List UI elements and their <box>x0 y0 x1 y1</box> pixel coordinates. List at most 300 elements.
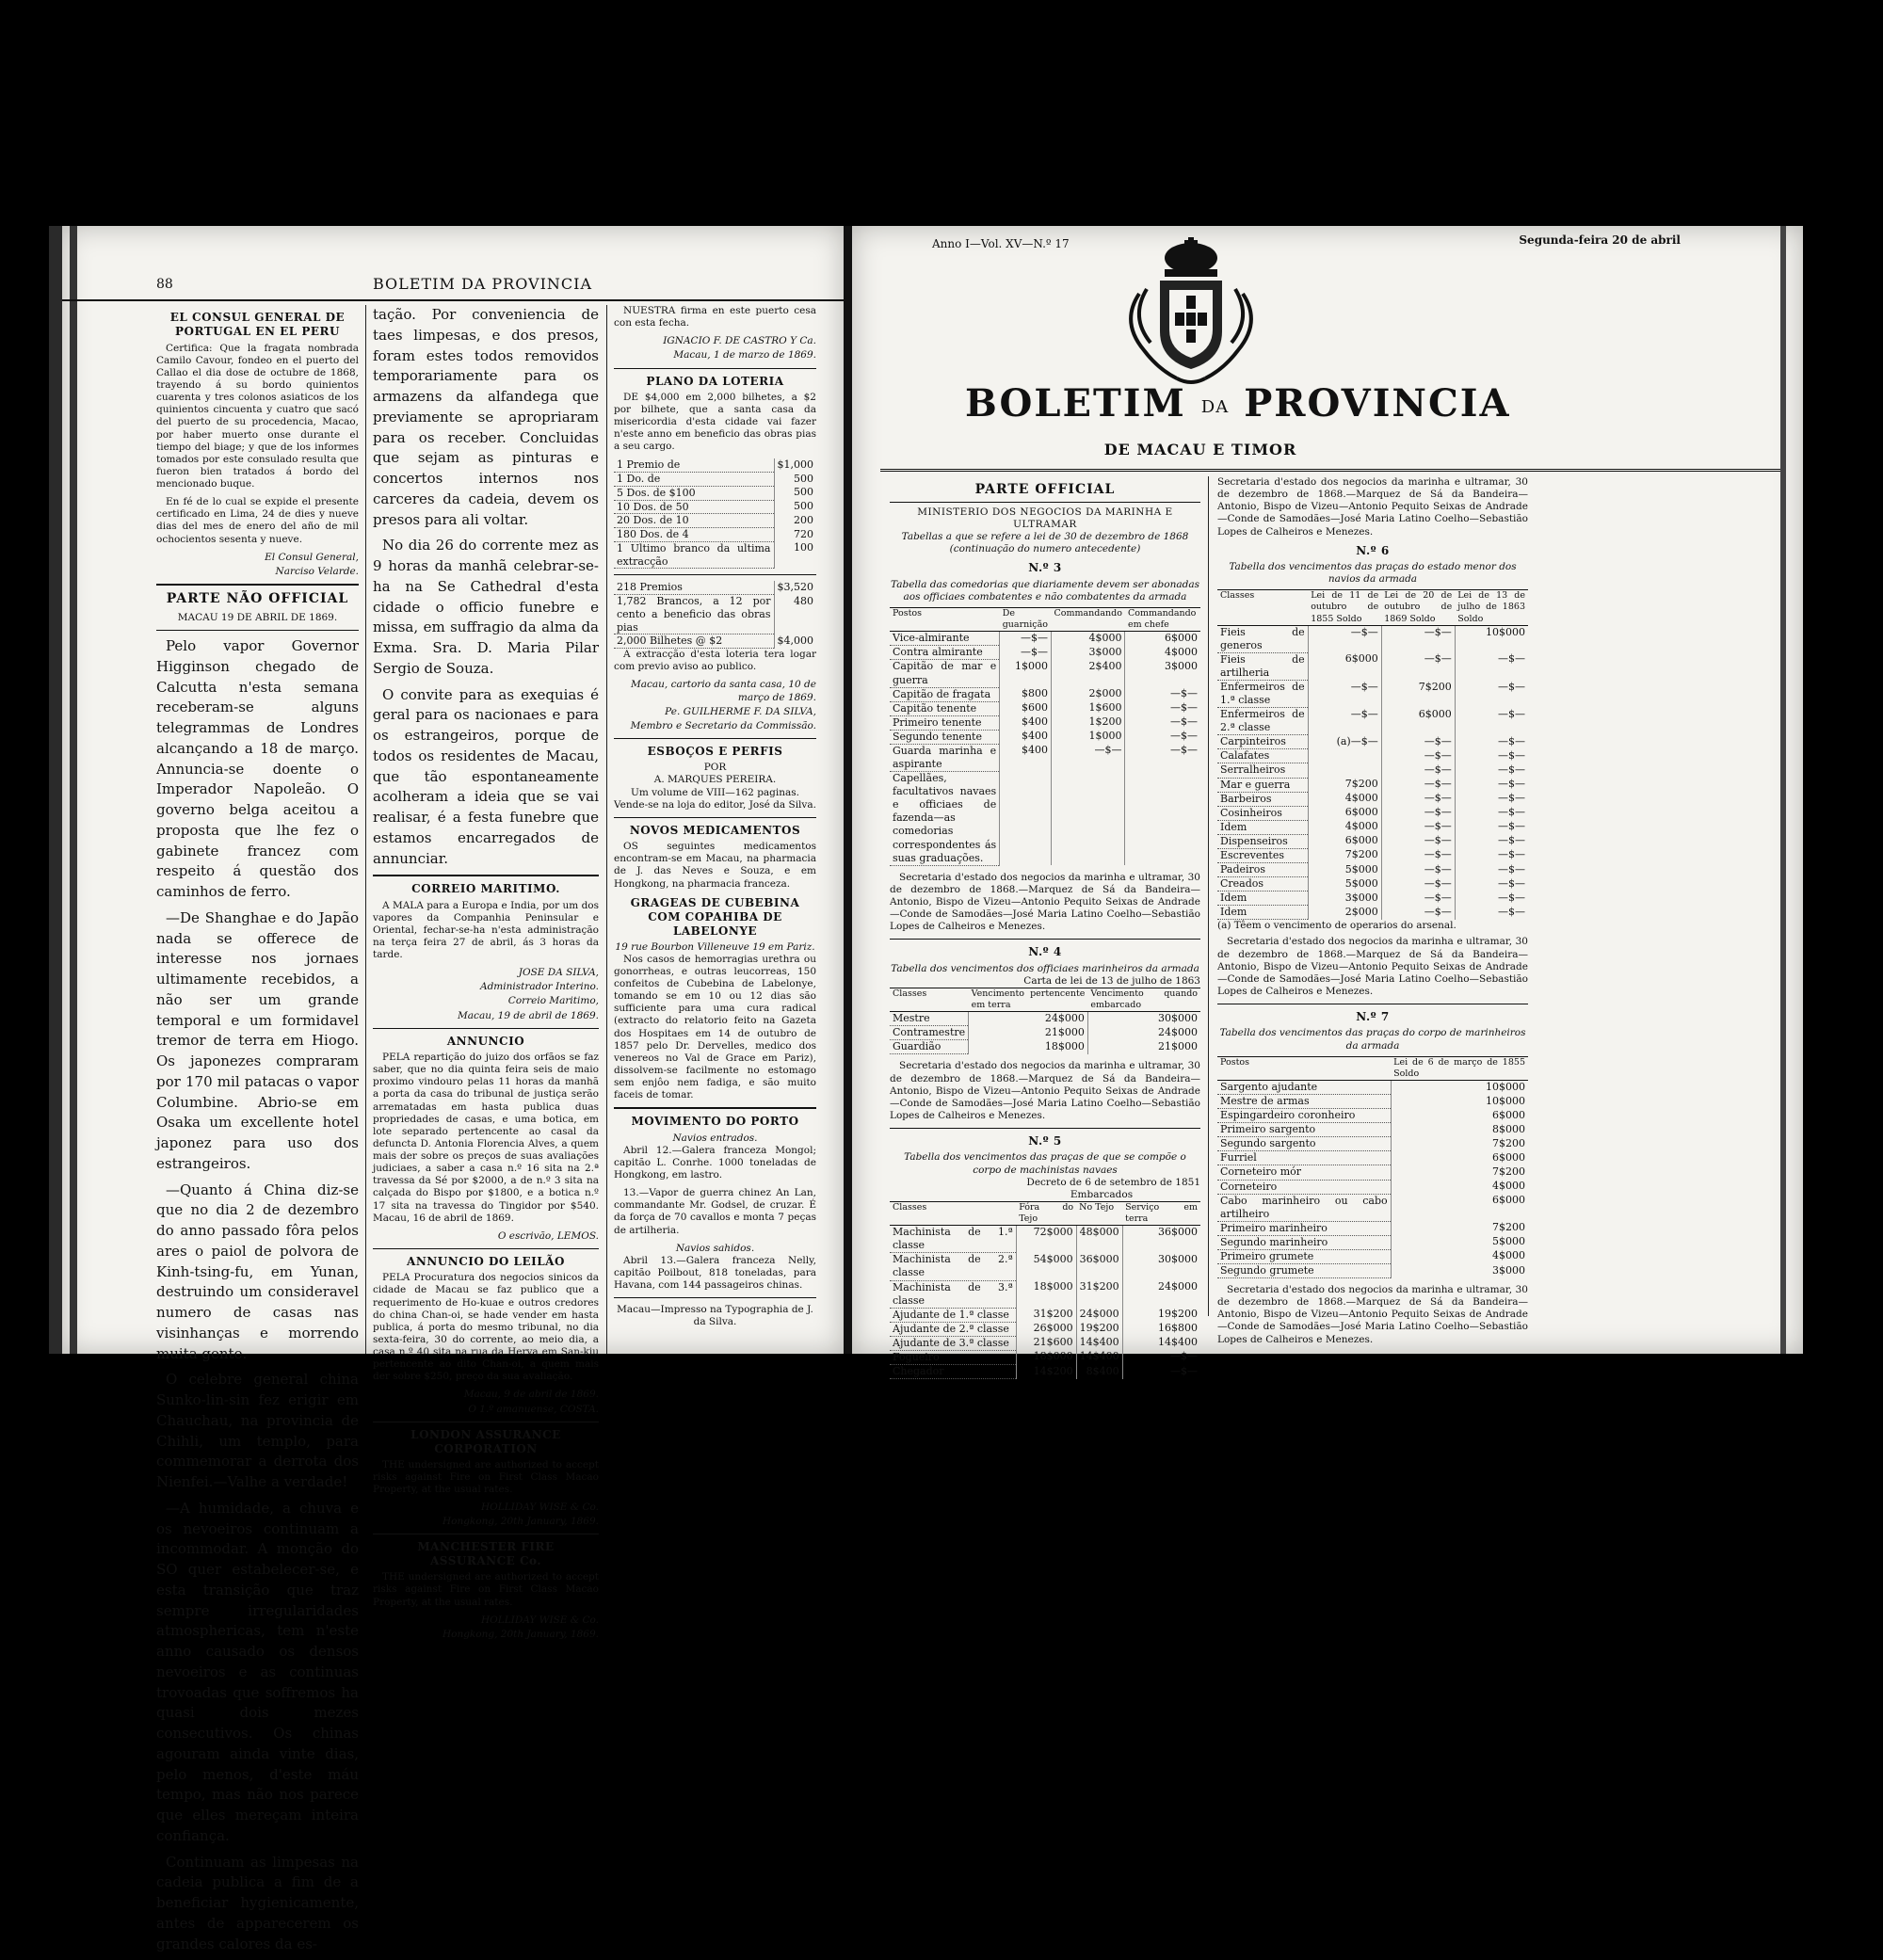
table-cell: Contra almirante <box>890 646 1000 660</box>
table-cell: Ajudante de 1.ª classe <box>890 1308 1016 1322</box>
loteria-text: DE $4,000 em 2,000 bilhetes, a $2 por bilhete, que a santa casa da misericordia d'esta cidade vai fazer n'este anno em beneficio das obras pias a seu cargo. <box>614 391 816 453</box>
table-cell: 1 Ultimo branco da ultima extracção <box>614 541 774 569</box>
table-cell: Ajudante de 2.ª classe <box>890 1322 1016 1336</box>
table-header-cell: Classes <box>890 1201 1016 1225</box>
table-cell: —$— <box>1125 715 1200 730</box>
binding-gutter <box>844 226 852 1354</box>
table-6-note: (a) Têem o vencimento de operarios do arsenal. <box>1217 920 1457 932</box>
table-cell: Contramestre <box>890 1026 969 1040</box>
table-cell: 100 <box>774 541 816 569</box>
table-cell: 4$000 <box>1052 632 1125 646</box>
table-3-caption: Tabella das comedorias que diariamente devem ser abonadas aos officiaes combatentes e não combatentes da armada <box>891 578 1199 602</box>
table-cell: Capitão de fragata <box>890 687 1000 701</box>
table-cell: $3,520 <box>774 581 816 594</box>
grageas-address: 19 rue Bourbon Villeneuve 19 em Pariz. <box>615 940 815 953</box>
table-cell: —$— <box>1122 1350 1200 1364</box>
manchester-sig-1: HOLLIDAY WISE & Co. <box>480 1614 599 1626</box>
anuncio-text: PELA repartição do juizo dos orfãos se faz saber, que no dia quinta feira seis de maio proximo vindouro pelas 11 horas da manhã a porta da casa do tribunal de justiça serão arrematadas em hasta publica duas propriedades de casas, e uma botica, em lote separado pertencente ao casal da defuncta D. Antonia Florencia Alves, a quem mais der sobre os preços de suas avaliações judiciaes, a saber a casa n.º 16 sita na 2.ª travessa da Sé por $2000, a de n.º 3 sita na calçada do Bispo por $1800, e a botica n.º 17 sita na travessa do Tingidor por $540. Macau, 16 de abril de 1869. <box>373 1052 599 1224</box>
table-3-number: N.º 3 <box>1028 561 1062 575</box>
table-cell: Fogueiro <box>890 1350 1016 1364</box>
news-continuation: tação. Por conveniencia de taes limpesas, e dos presos, foram estes todos removidos temporariamente para os armazens da alfandega que previamente se apropriaram para os receber. Concluidas que sejam as pinturas e concertos internos nos carceres da cadeia, devem os presos para ali voltar. <box>373 306 599 528</box>
table-header-cell: Lei de 6 de março de 1855 Soldo <box>1391 1056 1528 1080</box>
table-cell: —$— <box>1308 708 1381 735</box>
table-row <box>1217 749 1528 763</box>
table-row <box>890 660 1200 687</box>
movimento-title: MOVIMENTO DO PORTO <box>631 1115 799 1129</box>
esbocos-volume: Um volume de VIII—162 paginas. <box>630 786 799 798</box>
table-cell: 500 <box>774 473 816 487</box>
table-cell: Fieis de artilheria <box>1217 652 1308 680</box>
table-cell <box>1125 772 1200 866</box>
table-cell: 6$000 <box>1391 1151 1528 1165</box>
table-cell: Vice-almirante <box>890 632 1000 646</box>
table-cell: Ajudante de 3.ª classe <box>890 1336 1016 1350</box>
table-cell: 14$400 <box>1122 1336 1200 1350</box>
table-row <box>890 1365 1200 1379</box>
table-cell: 6$000 <box>1381 708 1455 735</box>
esbocos-author: A. MARQUES PEREIRA. <box>653 774 777 786</box>
table-cell: 4$000 <box>1308 792 1381 806</box>
loteria-total-row <box>614 581 816 594</box>
running-title: BOLETIM DA PROVINCIA <box>373 275 593 293</box>
esbocos-por: POR <box>703 762 727 774</box>
table-cell: 6$000 <box>1391 1194 1528 1221</box>
table-4-caption: Tabella dos vencimentos dos officiaes marinheiros da armada <box>891 962 1199 974</box>
table-cell: Padeiros <box>1217 863 1308 877</box>
table-cell: 4$000 <box>1125 646 1200 660</box>
coat-of-arms-icon <box>1120 237 1262 388</box>
left-page-header <box>62 271 844 301</box>
news-funeral: No dia 26 do corrente mez as 9 horas da manhã celebrar-se-ha na Se Cathedral d'esta cidade o officio funebre e missa, em suffragio da alma da Exma. Sra. D. Maria Pilar Sergio de Souza. <box>373 537 599 677</box>
table-cell: 36$000 <box>1076 1253 1122 1280</box>
news-paragraph-1: Pelo vapor Governor Higginson chegado de Calcutta n'esta semana receberam-se alguns telegrammas de Londres alcançando a 18 de março. Annuncia-se doente o Imperador Napoleão. O governo belga aceitou a proposta que lhe fez o gabinete francez com respeito á questão dos caminhos de ferro. <box>156 637 359 900</box>
table-cell: Carpinteiros <box>1217 735 1308 749</box>
firma-sig-2: Macau, 1 de marzo de 1869. <box>673 349 816 361</box>
table-row <box>1217 1081 1528 1095</box>
table-7-caption: Tabella dos vencimentos das praças do corpo de marinheiros da armada <box>1219 1027 1526 1052</box>
table-cell: Furriel <box>1217 1151 1391 1165</box>
table-row <box>890 1226 1200 1253</box>
leilao-sig-1: Macau, 9 de abril de 1869. <box>463 1389 599 1401</box>
table-row <box>1217 906 1528 920</box>
table-cell: 2,000 Bilhetes @ $2 <box>614 635 774 649</box>
table-cell: 21$000 <box>1087 1040 1200 1054</box>
table-cell: —$— <box>1455 749 1528 763</box>
table-cell: Enfermeiros de 1.ª classe <box>1217 681 1308 708</box>
table-cell: 72$000 <box>1016 1226 1076 1253</box>
manchester-text: THE undersigned are authorized to accept risks against Fire on First Class Macao Property, at the usual rates. <box>373 1571 599 1608</box>
table-cell: 54$000 <box>1016 1253 1076 1280</box>
table-row <box>890 1308 1200 1322</box>
table-cell: Capitão de mar e guerra <box>890 660 1000 687</box>
table-cell: —$— <box>1381 792 1455 806</box>
table-header-cell: No Tejo <box>1076 1201 1122 1225</box>
table-cell: $1,000 <box>774 458 816 472</box>
masthead-subtitle: DE MACAU E TIMOR <box>1103 441 1297 458</box>
table-cell: Cabo marinheiro ou cabo artilheiro <box>1217 1194 1391 1221</box>
table-6-number: N.º 6 <box>1356 543 1390 557</box>
table-cell: 1$200 <box>1052 715 1125 730</box>
table-row <box>1217 1123 1528 1137</box>
table-cell: 18$000 <box>1016 1280 1076 1308</box>
table-header-cell: Postos <box>1217 1056 1391 1080</box>
table-cell: Idem <box>1217 892 1308 906</box>
table-row <box>1217 1165 1528 1180</box>
news-exequias: O convite para as exequias é geral para os nacionaes e para os estrangeiros, porque de todos os residentes de Macau, que tão espontaneamente acolheram a ideia que se vai realisar, é a festa funebre que estamos encarregados de annunciar. <box>373 685 599 867</box>
table-cell: Machinista de 2.ª classe <box>890 1253 1016 1280</box>
manchester-sig-2: Hongkong, 20th January, 1869. <box>442 1628 599 1640</box>
navios-entrados: Navios entrados. <box>672 1132 758 1144</box>
table-cell: Primeiro sargento <box>1217 1123 1391 1137</box>
table-row <box>890 632 1200 646</box>
table-cell: 14$400 <box>1076 1350 1122 1364</box>
table-cell: 24$000 <box>969 1012 1088 1026</box>
table-cell: 10$000 <box>1391 1095 1528 1109</box>
table-header-cell: Commandando <box>1052 608 1125 632</box>
table-row <box>1217 834 1528 848</box>
table-cell: 2$000 <box>1308 906 1381 920</box>
table-cell: —$— <box>1381 863 1455 877</box>
table-row <box>1217 1221 1528 1235</box>
loteria-totals <box>614 581 816 649</box>
table-cell: —$— <box>1308 625 1381 652</box>
table-4-footer: Secretaria d'estado dos negocios da marinha e ultramar, 30 de dezembro de 1868.—Marquez de Sá da Bandeira—Antonio, Bispo de Vizeu—Antonio Pequito Seixas de Andrade—Conde de Samodães—José Maria Latino Coelho—Sebastião Lopes de Calheiros e Menezes. <box>890 1060 1200 1121</box>
table-cell: —$— <box>1381 848 1455 862</box>
table-cell: 500 <box>774 500 816 514</box>
london-text: THE undersigned are authorized to accept risks against Fire on First Class Macao Property, at the usual rates. <box>373 1458 599 1495</box>
firma-text: NUESTRA firma en este puerto cesa con esta fecha. <box>614 305 816 329</box>
table-row <box>890 715 1200 730</box>
news-paragraph-6: Continuam as limpesas na cadeia publica a fim de a beneficiar hygienicamente, antes de apparecerem os grandes calores da es- <box>156 1853 359 1952</box>
table-row <box>890 1322 1200 1336</box>
news-paragraph-4: O celebre general china Sunko-lin-sin fez erigir em Chauchau, na provincia de Chihli, um templo, para commemorar a derrota dos Nienfei.—Valhe a verdade! <box>156 1371 359 1490</box>
loteria-title: PLANO DA LOTERIA <box>646 374 784 388</box>
table-row <box>1217 1109 1528 1123</box>
table-cell: 26$000 <box>1016 1322 1076 1336</box>
medicamentos-text: OS seguintes medicamentos encontram-se em Macau, na pharmacia de J. das Neves e Souza, e em Hongkong, na pharmacia franceza. <box>614 841 816 890</box>
table-5-group: Embarcados <box>1070 1188 1134 1200</box>
table-cell: 7$200 <box>1391 1165 1528 1180</box>
table-row <box>890 687 1200 701</box>
table-cell: Dispenseiros <box>1217 834 1308 848</box>
table-header-cell: Lei de 20 de outubro de 1869 Soldo <box>1381 590 1455 625</box>
correio-sig-4: Macau, 19 de abril de 1869. <box>458 1009 599 1021</box>
table-cell: 19$200 <box>1122 1308 1200 1322</box>
table-row <box>1217 1151 1528 1165</box>
table-cell: 6$000 <box>1308 652 1381 680</box>
table-header-cell: Vencimento pertencente em terra <box>969 988 1088 1011</box>
table-cell: —$— <box>1125 687 1200 701</box>
table-cell: $4,000 <box>774 635 816 649</box>
table-5-number: N.º 5 <box>1028 1134 1062 1149</box>
navios-sahidos: Navios sahidos. <box>675 1242 755 1254</box>
table-cell: 30$000 <box>1122 1253 1200 1280</box>
table-row <box>890 646 1200 660</box>
table-cell: 1$000 <box>1052 730 1125 744</box>
left-column-1 <box>156 305 359 1960</box>
table-cell: —$— <box>1455 877 1528 892</box>
loteria-total-row <box>614 595 816 635</box>
table-header-cell: Lei de 13 de julho de 1863 Soldo <box>1455 590 1528 625</box>
table-cell: Segundo grumete <box>1217 1264 1391 1278</box>
table-cell: 21$000 <box>969 1026 1088 1040</box>
table-7 <box>1217 1056 1528 1278</box>
table-cell: 2$400 <box>1052 660 1125 687</box>
table-row <box>1217 763 1528 778</box>
table-row <box>890 1350 1200 1364</box>
anuncio-sig: O escrivão, LEMOS. <box>497 1229 599 1242</box>
table-cell: Idem <box>1217 820 1308 834</box>
table-row <box>1217 877 1528 892</box>
ministry-subtitle: Tabellas a que se refere a lei de 30 de dezembro de 1868 <box>901 531 1189 543</box>
table-cell: $400 <box>1000 730 1052 744</box>
table-cell: 3$000 <box>1052 646 1125 660</box>
table-cell: 1,782 Brancos, a 12 por cento a beneficio das obras pias <box>614 595 774 635</box>
table-cell: 48$000 <box>1076 1226 1122 1253</box>
table-cell: Segundo sargento <box>1217 1137 1391 1151</box>
table-cell: —$— <box>1455 681 1528 708</box>
table-cell <box>1308 763 1381 778</box>
table-cell: $800 <box>1000 687 1052 701</box>
correio-text: A MALA para a Europa e India, por um dos vapores da Companhia Peninsular e Oriental, fechar-se-ha n'esta administração na terça feira 27 de abril, ás 3 horas da tarde. <box>373 899 599 961</box>
table-header-cell: Classes <box>890 988 969 1011</box>
table-row <box>1217 681 1528 708</box>
table-row <box>890 701 1200 715</box>
correio-title: CORREIO MARITIMO. <box>411 882 560 896</box>
table-cell: 1 Do. de <box>614 473 774 487</box>
table-cell: 10$000 <box>1391 1081 1528 1095</box>
grageas-text: Nos casos de hemorragias urethra ou gonorrheas, e outras leucorreas, 150 confeitos de Cubebina de Labelonye, tomando se em 10 ou 12 dias são sufficiente para uma cura radical (extracto do relatorio feito na Gazeta dos Hospitaes em 14 de outubro de 1857 pelo Dr. Dervelles, medico dos venereos no Val de Grace em Pariz), dissolvem-se facilmente no estomago sem enjôo nem fadiga, e são muito faceis de tomar. <box>614 953 816 1101</box>
loteria-row <box>614 500 816 514</box>
table-cell: Mestre de armas <box>1217 1095 1391 1109</box>
masthead-da: DA <box>1200 396 1230 417</box>
table-cell: 14$400 <box>1076 1336 1122 1350</box>
loteria-total-row <box>614 635 816 649</box>
table-cell: (a)—$— <box>1308 735 1381 749</box>
masthead <box>965 381 1511 426</box>
table-cell: Creados <box>1217 877 1308 892</box>
table-cell: 218 Premios <box>614 581 774 594</box>
table-cell: —$— <box>1381 625 1455 652</box>
table-cell: Corneteiro mór <box>1217 1165 1391 1180</box>
table-cell: 6$000 <box>1125 632 1200 646</box>
table-row <box>890 1253 1200 1280</box>
consul-heading: EL CONSUL GENERAL DE PORTUGAL EN EL PERU <box>169 311 346 339</box>
table-cell <box>1000 772 1052 866</box>
table-cell: —$— <box>1455 792 1528 806</box>
table-cell: Barbeiros <box>1217 792 1308 806</box>
table-cell: 3$000 <box>1125 660 1200 687</box>
correio-sig-1: JOSE DA SILVA, <box>518 967 599 979</box>
right-column-1 <box>890 476 1200 1379</box>
loteria-row <box>614 541 816 569</box>
right-page <box>852 226 1803 1378</box>
table-cell: Corneteiro <box>1217 1180 1391 1194</box>
leilao-sig-2: O 1.º amanuense, COSTA. <box>468 1403 599 1415</box>
table-6 <box>1217 589 1528 920</box>
table-row <box>1217 708 1528 735</box>
table-cell: —$— <box>1455 820 1528 834</box>
table-cell: 20 Dos. de 10 <box>614 514 774 528</box>
table-4-number: N.º 4 <box>1028 945 1062 959</box>
table-cell: 24$000 <box>1076 1308 1122 1322</box>
table-cell: Machinista de 3.ª classe <box>890 1280 1016 1308</box>
table-cell: 4$000 <box>1391 1249 1528 1263</box>
table-cell: 1$000 <box>1000 660 1052 687</box>
table-cell: 6$000 <box>1308 806 1381 820</box>
saida-1: Abril 13.—Galera franceza Nelly, capitão Poilbout, 818 toneladas, para Havana, com 144 passageiros chinas. <box>614 1254 816 1292</box>
table-7-footer: Secretaria d'estado dos negocios da marinha e ultramar, 30 de dezembro de 1868.—Marquez de Sá da Bandeira—Antonio, Bispo de Vizeu—Antonio Pequito Seixas de Andrade—Conde de Samodães—José Maria Latino Coelho—Sebastião Lopes de Calheiros e Menezes. <box>1217 1284 1528 1345</box>
table-header-cell: Vencimento quando embarcado <box>1087 988 1200 1011</box>
ministry: MINISTERIO DOS NEGOCIOS DA MARINHA E ULTRAMAR <box>917 506 1173 531</box>
loteria-table <box>614 458 816 569</box>
table-cell: 6$000 <box>1308 834 1381 848</box>
news-paragraph-5: —A humidade, a chuva e os nevoeiros continuam a incommodar. A monção do SO quer estabelecer-se, e esta transição que traz sempre irregularidades atmosphericas, tem n'este anno causado os densos nevoeiros e as continuas trovoadas que soffremos ha quasi dois mezes consecutivos. Os chinas agouram ainda vinte dias, pelo menos, d'este máu tempo, mas não nos parece que elles mereçam inteira confiança. <box>156 1499 359 1844</box>
table-cell: 720 <box>774 528 816 542</box>
table-header-cell: Postos <box>890 608 1000 632</box>
table-cell: —$— <box>1381 749 1455 763</box>
table-3 <box>890 607 1200 866</box>
table-cell: 31$200 <box>1076 1280 1122 1308</box>
loteria-sig-2: Pe. GUILHERME F. DA SILVA, <box>665 705 816 717</box>
table-cell: —$— <box>1381 877 1455 892</box>
table-row <box>1217 1095 1528 1109</box>
table-row <box>890 772 1200 866</box>
table-cell: 5$000 <box>1308 877 1381 892</box>
loteria-row <box>614 486 816 500</box>
table-cell <box>1052 772 1125 866</box>
section-parte-nao-official: PARTE NÃO OFFICIAL <box>166 590 349 606</box>
table-row <box>1217 1235 1528 1249</box>
table-row <box>1217 806 1528 820</box>
table-row <box>1217 892 1528 906</box>
loteria-row <box>614 514 816 528</box>
table-cell: —$— <box>1381 806 1455 820</box>
table-cell: 3$000 <box>1308 892 1381 906</box>
table-row <box>890 730 1200 744</box>
table-7-number: N.º 7 <box>1356 1010 1390 1024</box>
table-cell: —$— <box>1125 730 1200 744</box>
table-cell: 180 Dos. de 4 <box>614 528 774 542</box>
table-cell: 30$000 <box>1087 1012 1200 1026</box>
news-paragraph-2: —De Shanghae e do Japão nada se offerece de interesse nos jornaes ultimamente recebidos, a não ser um grande temporal e um formidavel tremor de terra em Hiogo. Os japonezes compraram por 170 mil patacas o vapor Columbine. Abrio-se em Osaka um excellente hotel japonez para uso dos estrangeiros. <box>156 908 359 1172</box>
table-cell: 36$000 <box>1122 1226 1200 1253</box>
masthead-boletim: BOLETIM <box>965 381 1186 426</box>
loteria-row <box>614 473 816 487</box>
table-cell: Idem <box>1217 906 1308 920</box>
table-cell: 18$000 <box>1016 1350 1076 1364</box>
table-header-cell: Classes <box>1217 590 1308 625</box>
table-row <box>890 1040 1200 1054</box>
table-cell: —$— <box>1455 806 1528 820</box>
table-cell: Capitão tenente <box>890 701 1000 715</box>
table-cell: 1 Premio de <box>614 458 774 472</box>
table-cell: —$— <box>1381 892 1455 906</box>
medicamentos-title: NOVOS MEDICAMENTOS <box>629 823 801 837</box>
table-row <box>1217 1249 1528 1263</box>
table-cell: Capellães, facultativos navaes e officiaes de fazenda—as comedorias correspondentes ás suas graduações. <box>890 772 1000 866</box>
correio-sig-3: Correio Maritimo, <box>507 995 599 1007</box>
table-cell: —$— <box>1381 834 1455 848</box>
table-cell: —$— <box>1381 778 1455 792</box>
table-cell: Calafates <box>1217 749 1308 763</box>
table-cell: —$— <box>1381 906 1455 920</box>
table-cell: 3$000 <box>1391 1264 1528 1278</box>
table-cell: Primeiro marinheiro <box>1217 1221 1391 1235</box>
table-row <box>890 744 1200 771</box>
table-cell: 5$000 <box>1308 863 1381 877</box>
table-cell: 7$200 <box>1391 1221 1528 1235</box>
table-cell: —$— <box>1122 1365 1200 1379</box>
dateline: MACAU 19 DE ABRIL DE 1869. <box>177 611 338 623</box>
table-cell: Segundo tenente <box>890 730 1000 744</box>
table-cell: 4$000 <box>1308 820 1381 834</box>
table-3-footer: Secretaria d'estado dos negocios da marinha e ultramar, 30 de dezembro de 1868.—Marquez de Sá da Bandeira—Antonio, Bispo de Vizeu—Antonio Pequito Seixas de Andrade—Conde de Samodães—José Maria Latino Coelho—Sebastião Lopes de Calheiros e Menezes. <box>890 871 1200 933</box>
table-cell: 5$000 <box>1391 1235 1528 1249</box>
table-cell: $400 <box>1000 744 1052 771</box>
table-cell <box>1308 749 1381 763</box>
esbocos-title: ESBOÇOS E PERFIS <box>647 744 783 758</box>
table-row <box>1217 820 1528 834</box>
consul-signature-name: Narciso Velarde. <box>275 565 359 577</box>
table-cell: 7$200 <box>1391 1137 1528 1151</box>
table-cell: 7$200 <box>1308 848 1381 862</box>
table-5 <box>890 1201 1200 1379</box>
leilao-title: ANNUNCIO DO LEILÃO <box>407 1254 565 1268</box>
left-column-3 <box>614 305 816 1328</box>
issue-date: Segunda-feira 20 de abril <box>1519 233 1681 247</box>
table-cell: Guardião <box>890 1040 969 1054</box>
table-cell: Guarda marinha e aspirante <box>890 744 1000 771</box>
table-row <box>890 1012 1200 1026</box>
london-sig-1: HOLLIDAY WISE & Co. <box>480 1502 599 1514</box>
table-row <box>1217 1180 1528 1194</box>
table-row <box>1217 792 1528 806</box>
manchester-title: MANCHESTER FIRE ASSURANCE Co. <box>417 1540 555 1568</box>
table-row <box>1217 848 1528 862</box>
leilao-text: PELA Procuratura dos negocios sinicos da cidade de Macau se faz publico que a requerimento de Ho-kuae e outros credores do china Chan-oi, se hade vender em hasta publica, á porta do mesmo tribunal, no dia sexta-feira, 30 do corrente, ao meio dia, a casa n.º 40 sita na rua da Herva em San-kiu pertencente ao dito Chan-oi, a quem mais der sobre $250, preço da sua avaliação. <box>373 1272 599 1383</box>
table-row <box>1217 735 1528 749</box>
table-row <box>1217 778 1528 792</box>
left-page <box>62 226 844 1952</box>
table-cell: 24$000 <box>1087 1026 1200 1040</box>
masthead-provincia: PROVINCIA <box>1244 381 1511 426</box>
table-row <box>890 1280 1200 1308</box>
table-cell: Chegador <box>890 1365 1016 1379</box>
news-paragraph-3: —Quanto á China diz-se que no dia 2 de dezembro do anno passado fôra pelos ares o paiol de polvora de Kinh-tsing-fu, em Yunan, destruindo um consideravel numero de casas nas visinhanças e morrendo muita gente. <box>156 1181 359 1362</box>
consul-certificate-2: En fé de lo cual se expide el presente certificado en Lima, 24 de dies y nueve dias del mes de enero del año de mil ochocientos sesenta y nueve. <box>156 496 359 545</box>
table-cell: 480 <box>774 595 816 635</box>
table-cell: —$— <box>1381 735 1455 749</box>
table-cell: Mestre <box>890 1012 969 1026</box>
table-cell: 14$200 <box>1016 1365 1076 1379</box>
table-cell: —$— <box>1381 763 1455 778</box>
consul-certificate: Certifica: Que la fragata nombrada Camilo Cavour, fondeo en el puerto del Callao el dia dose de octubre de 1868, trayendo á su bordo quinientos cuarenta y tres colonos asiaticos de los quinientos cincuenta y cuatro que sacó del puerto de su procedencia, Macao, por haber muerto onse durante el tiempo del biage; y que de los informes tomados por este consulado resulta que fueron bien tratados á bordo del mencionado buque. <box>156 342 359 490</box>
table-cell: 8$000 <box>1391 1123 1528 1137</box>
table-header-cell: Lei de 11 de outubro de 1855 Soldo <box>1308 590 1381 625</box>
table-cell: —$— <box>1000 632 1052 646</box>
table-cell: 500 <box>774 486 816 500</box>
table-cell: —$— <box>1455 892 1528 906</box>
table-cell: —$— <box>1455 834 1528 848</box>
table-cell: 2$000 <box>1052 687 1125 701</box>
table-6-footer: Secretaria d'estado dos negocios da marinha e ultramar, 30 de dezembro de 1868.—Marquez de Sá da Bandeira—Antonio, Bispo de Vizeu—Antonio Pequito Seixas de Andrade—Conde de Samodães—José Maria Latino Coelho—Sebastião Lopes de Calheiros e Menezes. <box>1217 936 1528 997</box>
loteria-sig-3: Membro e Secretario da Commissão. <box>630 719 816 731</box>
table-4 <box>890 988 1200 1055</box>
table-cell: —$— <box>1455 735 1528 749</box>
table-5-decree: Decreto de 6 de setembro de 1851 <box>1026 1176 1200 1188</box>
consul-signature-title: El Consul General, <box>265 551 359 563</box>
